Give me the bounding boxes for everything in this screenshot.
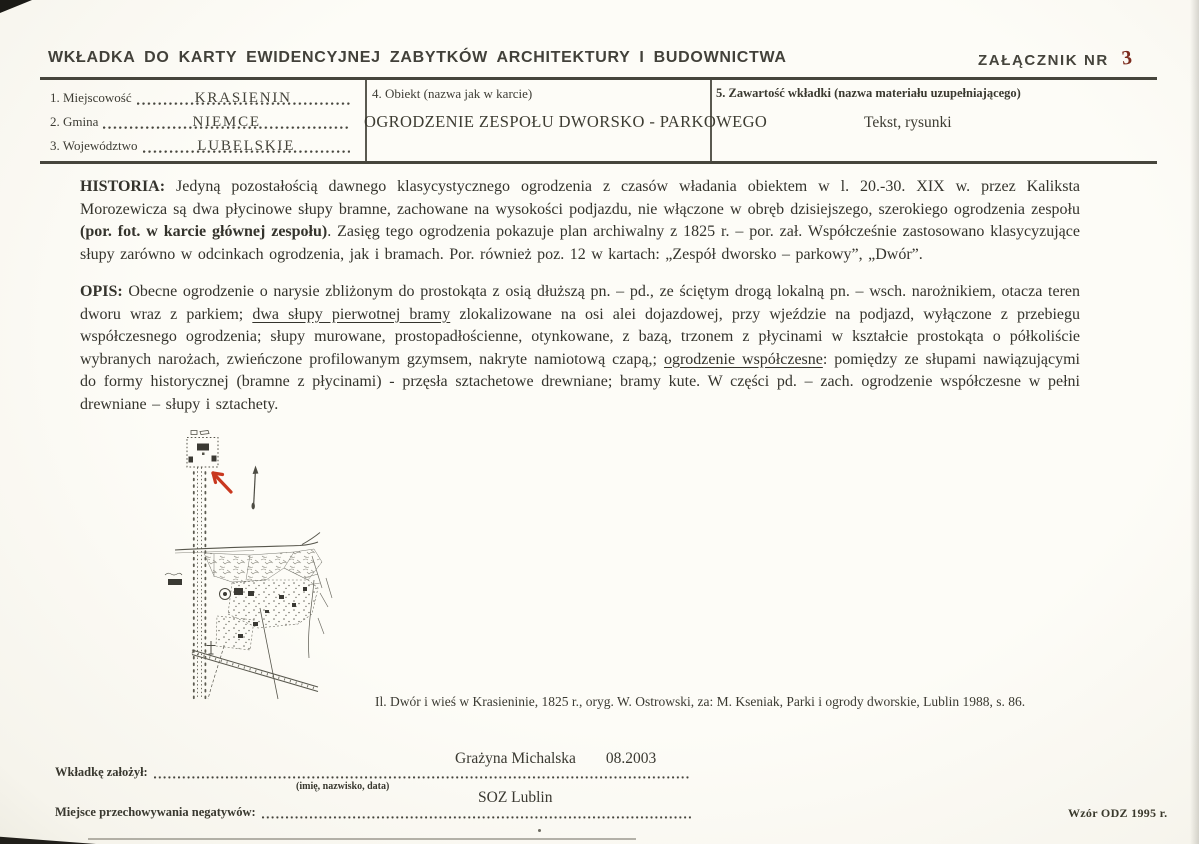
text-segment: . Zasięg tego ogrodzenia pokazuje plan archiwalny z 1825 r. – por. zał. Współcześnie zastosowano klasycyzujące słupy zarówno w odcinkach ogrodzenia, jak i bramach. Por. również poz. 12 w kartach: „Zespół dworsko – parkowy”, „Dwór”. [80,223,1080,263]
north-arrow-icon [252,466,259,510]
field-gmina [50,114,350,130]
text-segment: dwa słupy pierwotnej bramy [252,305,451,323]
field-obiekt-label: 4. Obiekt (nazwa jak w karcie) [372,86,533,101]
historia-paragraph [80,176,1080,266]
scan-bottom-line [88,838,636,840]
scan-edge-artifact [0,835,96,844]
field-obiekt-value: OGRODZENIE ZESPOŁU DWORSKO - PARKOWEGO [364,112,768,131]
field-zawartosc-value: Tekst, rysunki [864,114,952,131]
text-segment: OPIS: [80,283,123,300]
field-wojewodztwo [50,138,350,154]
attachment-number-handwritten: 3 [1120,46,1135,70]
dotted-leader [137,92,350,106]
text-segment: zlokalizowane na osi alei dojazdowej, przy wjeździe na podjazd, wyłączone z przebiegu współczesnego ogrodzenia; słupy murowane, prostopadłościenne, otynkowane, z bazą, trzonem z płycinami w kształcie prostokąta o półkoliście wybranych narożach, zwieńczone profilowanym gzymsem, nakryte namiotową czapą,; [80,305,1081,368]
field-zawartosc-label: 5. Zawartość wkładki (nazwa materiału uzupełniającego) [716,86,1021,100]
text-segment: : pomiędzy ze słupami nawiązującymi do formy historycznej (bramne z płycinami) - przęsła sztachetowe drewniane; bramy kute. W części pd. – zach. ogrodzenie współczesne w pełni drewniane – słupy i sztachety. [80,350,1080,413]
village-area [204,549,322,582]
scan-edge-shadow [1190,0,1199,844]
founder-label: Wkładkę założył: [55,765,148,779]
field-value: NIEMCE [192,114,261,130]
field-value: LUBELSKIE [197,138,296,154]
negatives-field [55,804,691,820]
document-title: WKŁADKA DO KARTY EWIDENCYJNEJ ZABYTKÓW ARCHITEKTURY I BUDOWNICTWA [48,49,787,66]
text-segment: ogrodzenie współczesne [663,350,823,368]
founder-field [55,764,691,780]
field-miejscowosc [50,90,350,106]
text-segment: HISTORIA: [80,178,166,195]
location-fields [50,90,350,154]
scan-speck [538,829,541,832]
field-label: 3. Województwo [50,138,138,153]
field-value: KRASIENIN [194,90,292,106]
negatives-value: SOZ Lublin [478,789,553,806]
opis-paragraph [80,281,1080,416]
orchard-area [216,580,318,650]
dotted-leader [154,768,691,780]
body-text [80,176,1080,431]
scan-corner-artifact [0,0,32,13]
attachment-number-field [978,48,1133,71]
text-segment: Jedyną pozostałością dawnego klasycystycznego ogrodzenia z czasów władania obiektem w l. 20.-30. XIX w. przez Kaliksta Morozewicza są dwa płycinowe słupy bramne, zachowane na wysokości podjazdu, nie włączone w obręb dzisiejszego, szerokiego ogrodzenia zespołu [80,178,1080,218]
site-map-drawing [162,428,414,700]
red-arrow-annotation [213,473,231,492]
founder-hint: (imię, nazwisko, data) [296,781,390,792]
text-segment: Obecne ogrodzenie o narysie zbliżonym do prostokąta z osią dłuższą pn. – pd., ze ściętym drogą lokalną pn. – wsch. narożnikiem, otacza teren dworu wraz z parkiem; [80,283,1080,323]
dotted-leader [103,116,350,130]
dotted-leader [143,140,350,154]
text-segment: (por. fot. w karcie głównej zespołu) [80,223,328,240]
table-bottom-rule [40,161,1157,164]
table-top-rule [40,77,1157,80]
negatives-label: Miejsce przechowywania negatywów: [55,805,256,819]
form-version: Wzór ODZ 1995 r. [1068,806,1168,820]
cross-marker [207,641,216,654]
attachment-label: ZAŁĄCZNIK NR [978,52,1109,69]
founder-name: Grażyna Michalska [455,750,576,767]
tree-lined-alley [194,468,206,700]
manor-enclosure [187,431,218,468]
map-caption: Il. Dwór i wieś w Krasieninie, 1825 r., oryg. W. Ostrowski, za: M. Kseniak, Parki i ogrody dworskie, Lublin 1988, s. 86. [375,694,1026,709]
field-label: 1. Miejscowość [50,90,132,105]
field-label: 2. Gmina [50,114,99,129]
founder-date: 08.2003 [605,750,657,767]
dotted-leader [262,808,691,820]
